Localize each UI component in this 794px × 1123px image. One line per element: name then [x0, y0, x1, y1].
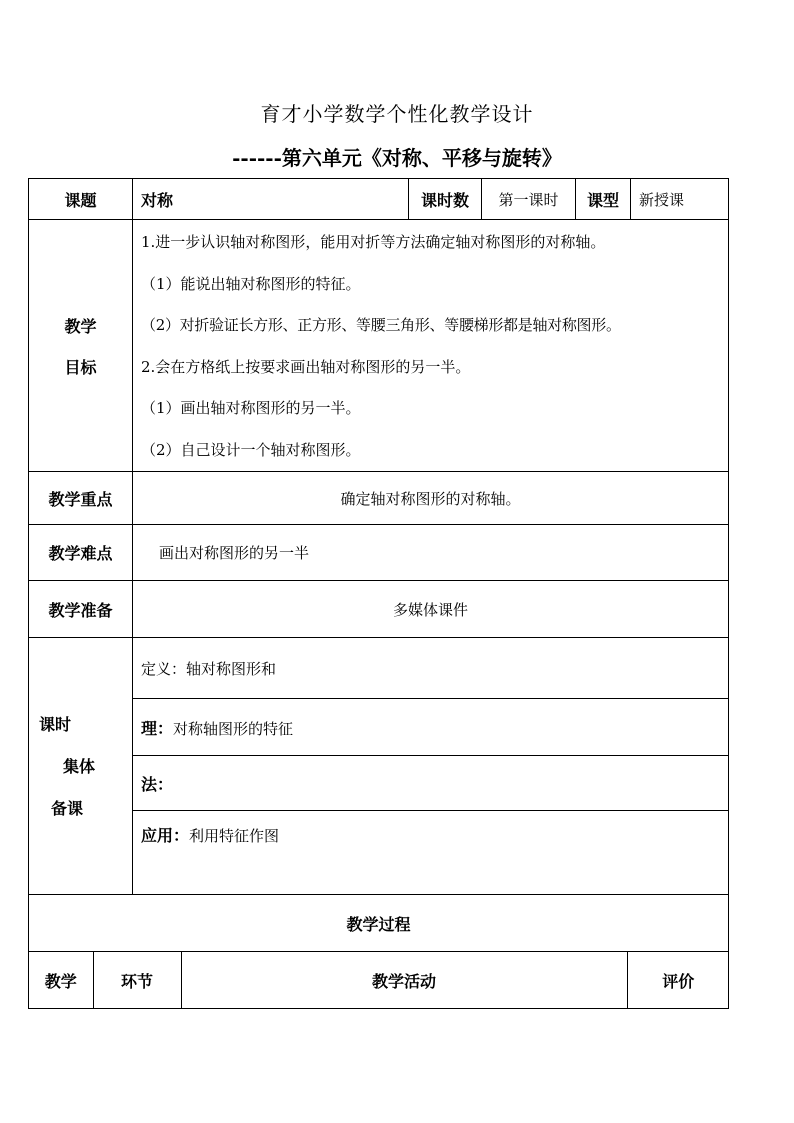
col-evaluation: 评价: [627, 952, 729, 1008]
objective-line: （2）自己设计一个轴对称图形。: [141, 440, 361, 459]
preparation-row: [29, 581, 729, 638]
difficulty-label: 教学难点: [29, 525, 133, 581]
objectives-label: 教学 目标: [29, 220, 133, 472]
objective-line: （2）对折验证长方形、正方形、等腰三角形、等腰梯形都是轴对称图形。: [141, 316, 621, 334]
type-value: 新授课: [631, 179, 729, 220]
document-subtitle: ------第六单元《对称、平移与旋转》: [232, 146, 562, 170]
process-header-row: [29, 952, 729, 1009]
objective-line: 2.会在方格纸上按要求画出轴对称图形的另一半。: [141, 357, 471, 376]
group-prep-principle: 理：对称轴图形的特征: [133, 699, 729, 756]
group-prep-definition: 定义：轴对称图形和: [133, 638, 729, 699]
process-title-row: [29, 895, 729, 952]
hours-value: 第一课时: [482, 179, 576, 220]
topic-value: 对称: [133, 179, 409, 220]
objective-line: 1.进一步认识轴对称图形，能用对折等方法确定轴对称图形的对称轴。: [141, 233, 606, 251]
objectives-content: [133, 220, 729, 472]
group-prep-row: [29, 756, 729, 811]
process-title: 教学过程: [29, 895, 729, 952]
document-title: 育才小学数学个性化教学设计: [260, 102, 534, 126]
col-activity: 教学活动: [181, 952, 627, 1008]
key-point-label: 教学重点: [29, 472, 133, 525]
preparation-value: 多媒体课件: [133, 581, 729, 638]
col-step: 环节: [93, 952, 181, 1008]
group-prep-row: [29, 811, 729, 895]
key-point-value: 确定轴对称图形的对称轴。: [133, 472, 729, 525]
type-label: 课型: [576, 179, 631, 220]
difficulty-value: 画出对称图形的另一半: [133, 525, 729, 581]
group-prep-application: 应用：利用特征作图: [133, 811, 729, 895]
objective-line: （1）能说出轴对称图形的特征。: [141, 274, 361, 293]
key-point-row: [29, 472, 729, 525]
topic-row: [29, 179, 729, 220]
lesson-plan-table: [28, 178, 729, 1009]
group-prep-row: [29, 699, 729, 756]
objectives-row: [29, 220, 729, 472]
group-prep-row: [29, 638, 729, 699]
group-prep-method: 法：: [133, 756, 729, 811]
hours-label: 课时数: [409, 179, 482, 220]
col-stage: 教学: [29, 952, 93, 1008]
group-prep-label: 课时 集体 备课: [29, 638, 133, 895]
difficulty-row: [29, 525, 729, 581]
objective-line: （1）画出轴对称图形的另一半。: [141, 399, 361, 417]
topic-label: 课题: [29, 179, 133, 220]
preparation-label: 教学准备: [29, 581, 133, 638]
process-header-table: [29, 952, 729, 1008]
